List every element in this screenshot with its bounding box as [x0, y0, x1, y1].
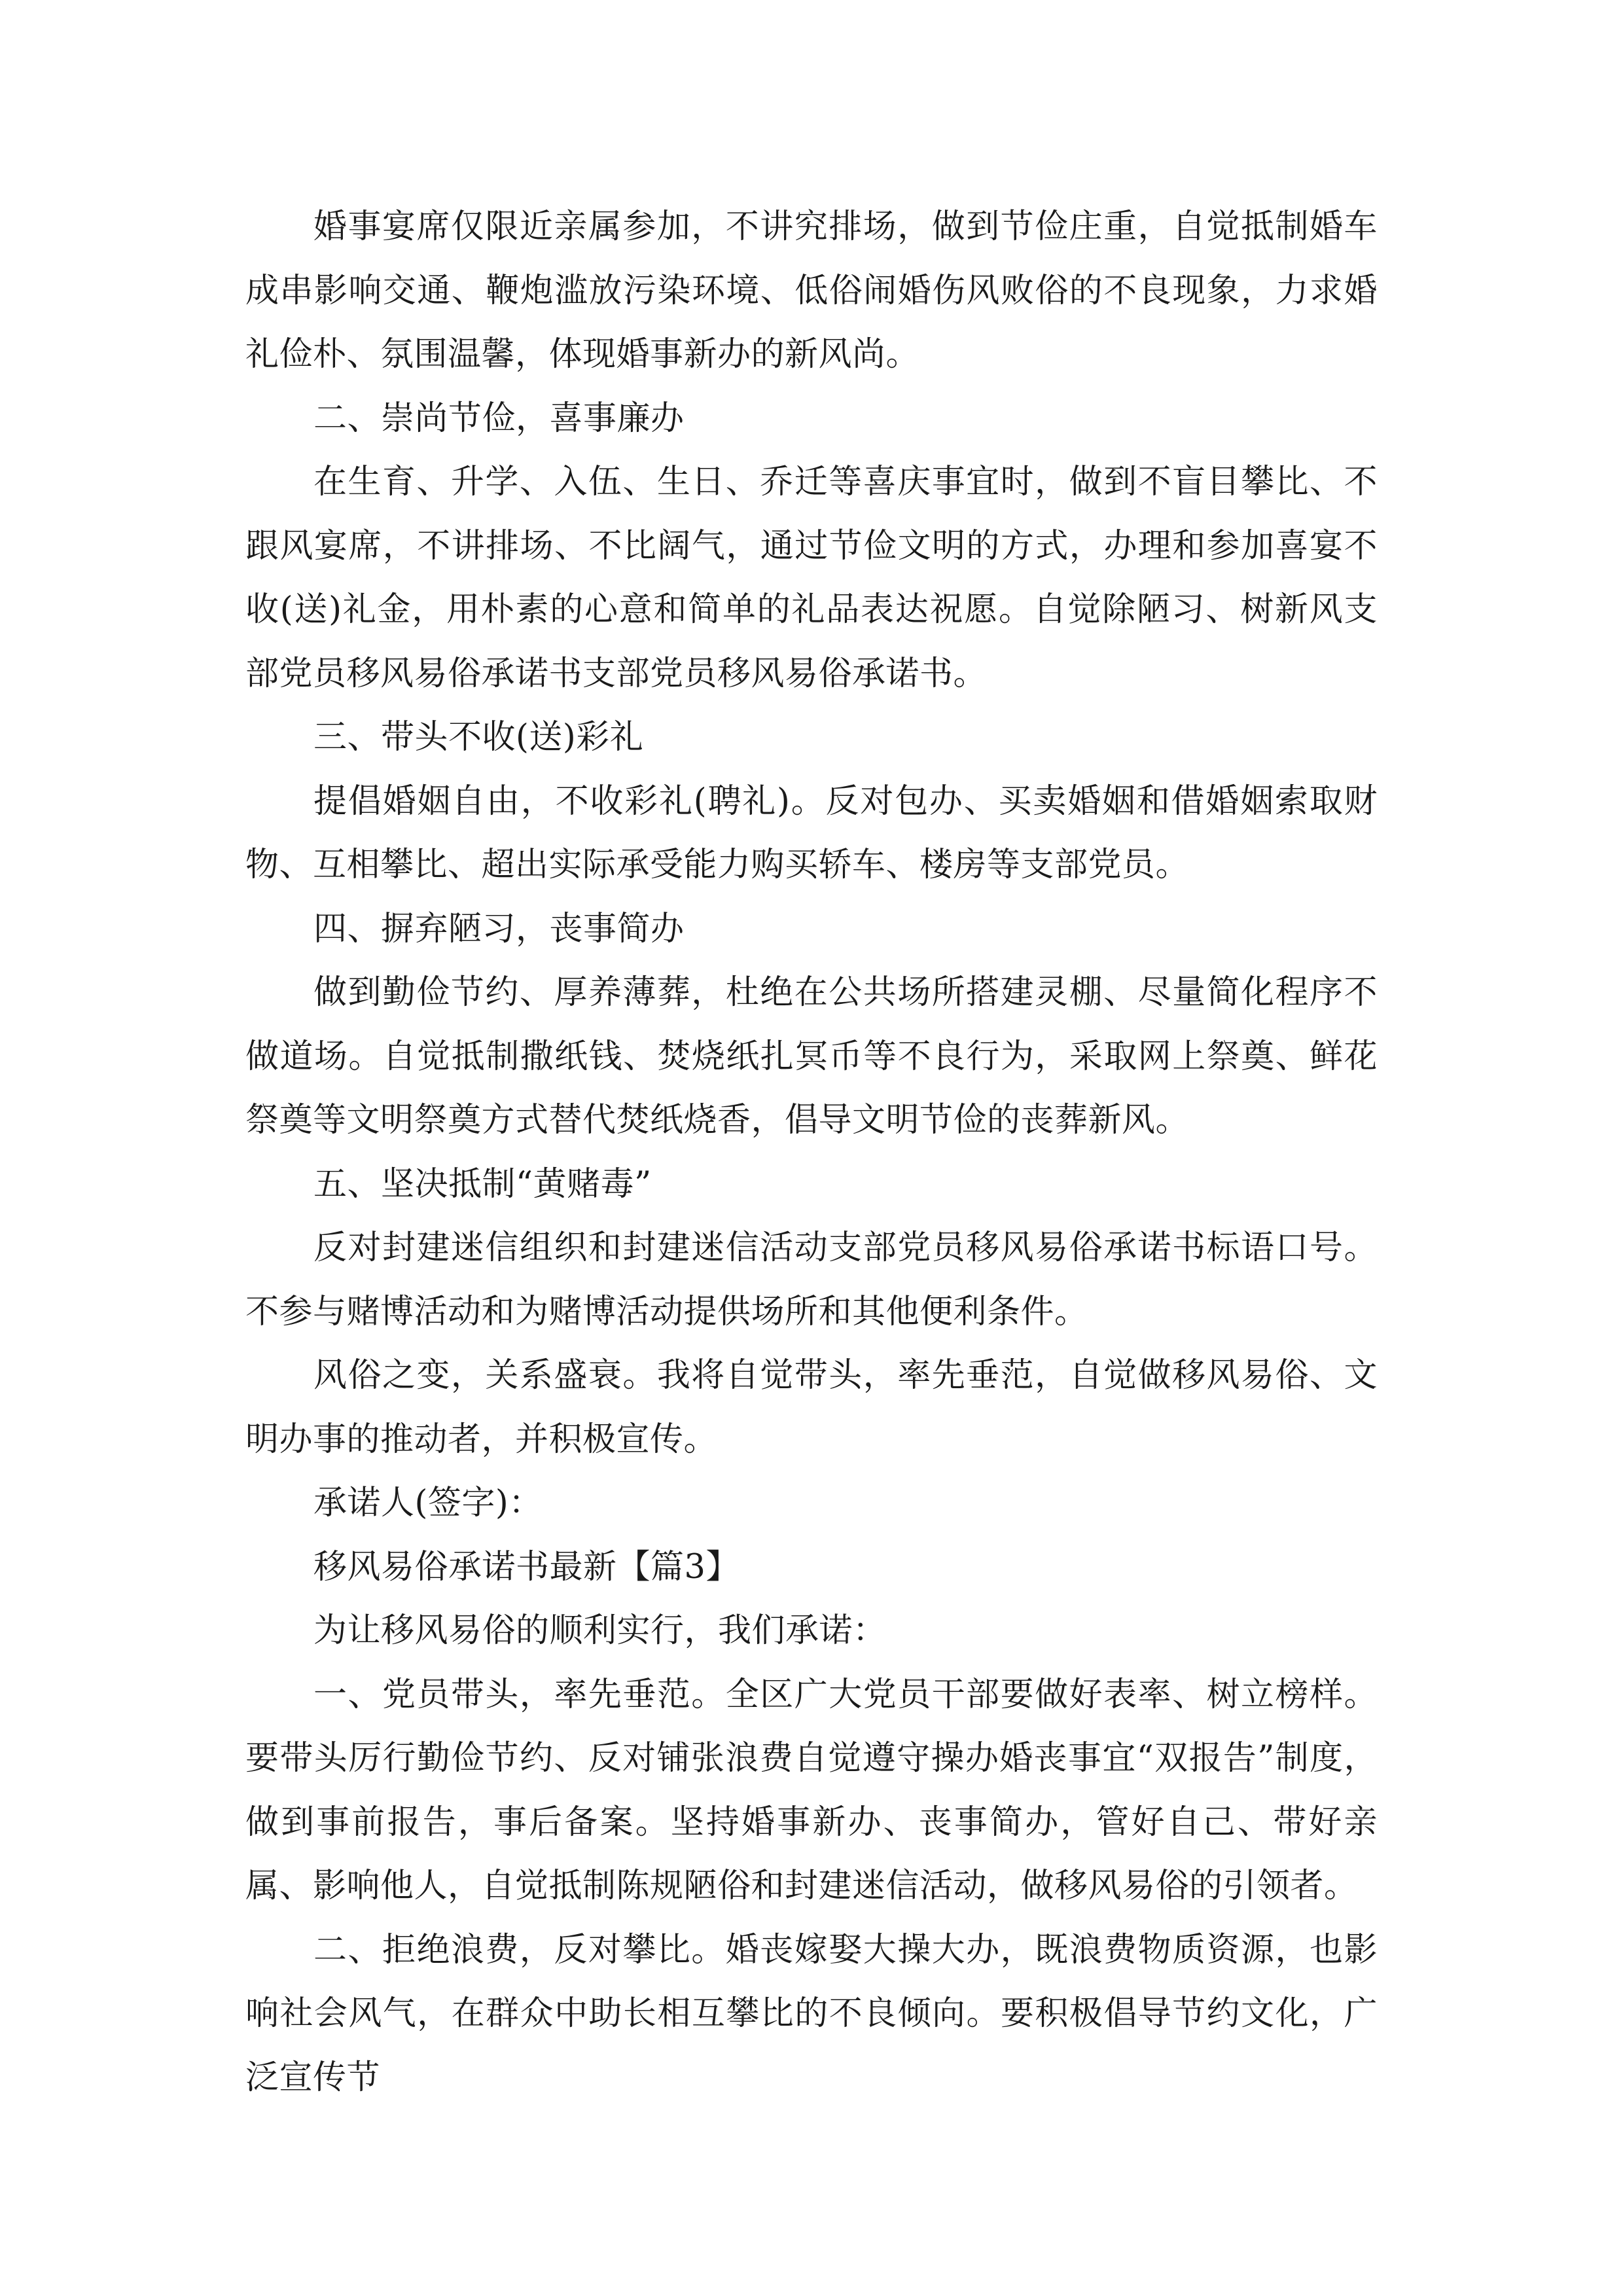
paragraph-celebrations: 在生育、升学、入伍、生日、乔迁等喜庆事宜时，做到不盲目攀比、不跟风宴席，不讲排场、不比阔气，通过节俭文明的方式，办理和参加喜宴不收(送)礼金，用朴素的心意和简单的礼品表达祝愿。自觉除陋习、树新风支部党员移风易俗承诺书支部党员移风易俗承诺书。: [245, 463, 1378, 693]
part-title: 移风易俗承诺书最新【篇3】: [313, 1547, 740, 1587]
paragraph-funerals: 做到勤俭节约、厚养薄葬，杜绝在公共场所搭建灵棚、尽量简化程序不做道场。自觉抵制撒纸钱、焚烧纸扎冥币等不良行为，采取网上祭奠、鲜花祭奠等文明祭奠方式替代焚纸烧香，倡导文明节俭的丧葬新风。: [245, 973, 1378, 1139]
section-heading-4: 四、摒弃陋习，丧事简办: [313, 909, 685, 948]
paragraph-customs-change: 风俗之变，关系盛衰。我将自觉带头，率先垂范，自觉做移风易俗、文明办事的推动者，并积极宣传。: [245, 1356, 1378, 1459]
signature-line: 承诺人(签字)：: [313, 1484, 543, 1522]
paragraph-no-waste: 二、拒绝浪费，反对攀比。婚丧嫁娶大操大办，既浪费物质资源，也影响社会风气，在群众中助长相互攀比的不良倾向。要积极倡导节约文化，广泛宣传节: [245, 1930, 1378, 2097]
paragraph-party-lead: 一、党员带头，率先垂范。全区广大党员干部要做好表率、树立榜样。要带头厉行勤俭节约、反对铺张浪费自觉遵守操办婚丧事宜“双报告”制度，做到事前报告，事后备案。坚持婚事新办、丧事简办，管好自己、带好亲属、影响他人，自觉抵制陈规陋俗和封建迷信活动，做移风易俗的引领者。: [245, 1675, 1378, 1905]
section-heading-5: 五、坚决抵制“黄赌毒”: [313, 1164, 652, 1204]
section-heading-3: 三、带头不收(送)彩礼: [313, 718, 644, 757]
paragraph-superstition: 反对封建迷信组织和封建迷信活动支部党员移风易俗承诺书标语口号。不参与赌博活动和为赌博活动提供场所和其他便利条件。: [245, 1229, 1378, 1331]
paragraph-wedding-banquet: 婚事宴席仅限近亲属参加，不讲究排场，做到节俭庄重，自觉抵制婚车成串影响交通、鞭炮滥放污染环境、低俗闹婚伤风败俗的不良现象，力求婚礼俭朴、氛围温馨，体现婚事新办的新风尚。: [245, 207, 1378, 374]
section-heading-2: 二、崇尚节俭，喜事廉办: [313, 399, 685, 438]
document-body: [245, 195, 1378, 2109]
paragraph-bride-price: 提倡婚姻自由，不收彩礼(聘礼)。反对包办、买卖婚姻和借婚姻索取财物、互相攀比、超出实际承受能力购买轿车、楼房等支部党员。: [245, 781, 1378, 884]
pledge-intro: 为让移风易俗的顺利实行，我们承诺：: [313, 1611, 887, 1650]
